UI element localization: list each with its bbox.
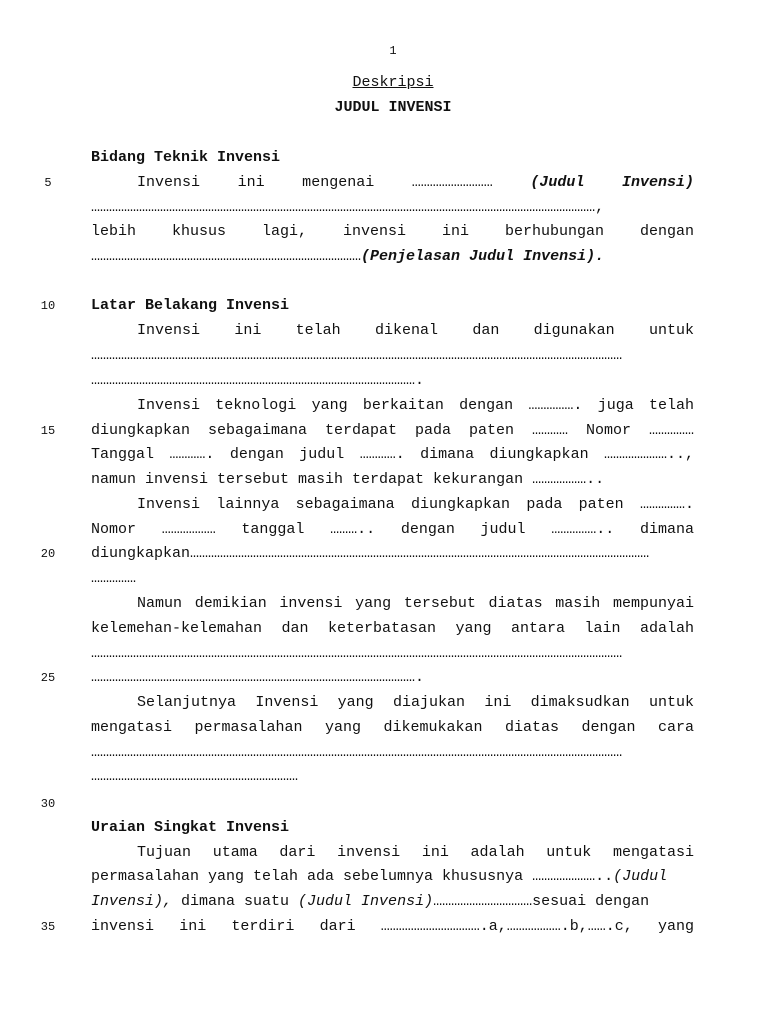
paragraph-line: namun invensi tersebut masih terdapat kekurangan ……………….. bbox=[91, 471, 605, 488]
paragraph-line: ……………………………………………………………………………………………………………………………………………………, bbox=[91, 199, 605, 216]
paragraph-line: Invensi lainnya sebagaimana diungkapkan pada paten ……………. bbox=[137, 496, 694, 513]
paragraph-line: Tanggal …………. dengan judul …………. dimana diungkapkan ………………….., bbox=[91, 446, 694, 463]
line-number: 15 bbox=[40, 424, 56, 438]
section-heading-uraian-singkat: Uraian Singkat Invensi bbox=[91, 819, 290, 836]
paragraph-line: …………… bbox=[91, 570, 137, 587]
paragraph-line bbox=[91, 867, 694, 887]
text-run: dimana suatu bbox=[172, 893, 299, 910]
line-number: 35 bbox=[40, 920, 56, 934]
paragraph-line: Namun demikian invensi yang tersebut diatas masih mempunyai bbox=[137, 595, 694, 612]
paragraph-line: Invensi teknologi yang berkaitan dengan ……………. juga telah bbox=[137, 397, 694, 414]
paragraph-line bbox=[91, 892, 694, 912]
line-number: 10 bbox=[40, 299, 56, 313]
paragraph-line: …………………………………………………………… bbox=[91, 768, 299, 785]
text-run-italic: (Judul Invensi) bbox=[298, 893, 434, 910]
line-number: 20 bbox=[40, 547, 56, 561]
section-heading-latar-belakang: Latar Belakang Invensi bbox=[91, 297, 290, 314]
paragraph-line: ………………………………………………………………………………………………. bbox=[91, 669, 425, 686]
paragraph-line: …………………………………………………………………………………………………………………………………………………………… bbox=[91, 744, 623, 761]
text-run: permasalahan yang telah ada sebelumnya khususnya ………………….. bbox=[91, 868, 614, 885]
paragraph-line bbox=[91, 247, 694, 267]
document-title: Deskripsi bbox=[352, 74, 434, 91]
paragraph-line: diungkapkan……………………………………………………………………………………………………………………………………… bbox=[91, 545, 650, 562]
section-heading-bidang-teknik: Bidang Teknik Invensi bbox=[91, 149, 281, 166]
paragraph-line bbox=[91, 173, 694, 193]
paragraph-line: lebih khusus lagi, invensi ini berhubungan dengan bbox=[91, 223, 694, 240]
paragraph-line: ………………………………………………………………………………………………. bbox=[91, 372, 425, 389]
text-run-bold-italic: (Judul Invensi) bbox=[530, 174, 694, 191]
paragraph-line: …………………………………………………………………………………………………………………………………………………………… bbox=[91, 645, 623, 662]
text-run: ……………………………sesuai dengan bbox=[433, 893, 650, 910]
paragraph-line: Selanjutnya Invensi yang diajukan ini dimaksudkan untuk bbox=[137, 694, 694, 711]
line-number: 25 bbox=[40, 671, 56, 685]
paragraph-line: diungkapkan sebagaimana terdapat pada paten ………… Nomor …………… bbox=[91, 422, 694, 439]
line-number: 30 bbox=[40, 797, 56, 811]
text-run-italic: Invensi), bbox=[91, 893, 173, 910]
paragraph-line: Invensi ini telah dikenal dan digunakan untuk bbox=[137, 322, 694, 339]
document-subtitle: JUDUL INVENSI bbox=[334, 99, 452, 116]
text-run: Invensi ini mengenai ……………………… bbox=[137, 174, 531, 191]
paragraph-line: Tujuan utama dari invensi ini adalah untuk mengatasi bbox=[137, 844, 694, 861]
page-number: 1 bbox=[389, 44, 397, 58]
paragraph-line: kelemehan-kelemahan dan keterbatasan yang antara lain adalah bbox=[91, 620, 694, 637]
text-run-bold-italic: (Penjelasan Judul Invensi). bbox=[361, 248, 605, 265]
text-run-italic: (Judul bbox=[613, 868, 668, 885]
paragraph-line: mengatasi permasalahan yang dikemukakan diatas dengan cara bbox=[91, 719, 694, 736]
paragraph-line: Nomor ……………… tanggal ……….. dengan judul …………….. dimana bbox=[91, 521, 694, 538]
paragraph-line: …………………………………………………………………………………………………………………………………………………………… bbox=[91, 347, 623, 364]
line-number: 5 bbox=[44, 176, 52, 190]
text-run: ……………………………………………………………………………… bbox=[91, 248, 362, 265]
paragraph-line: invensi ini terdiri dari …………………………….a,……………….b,…….c, yang bbox=[91, 918, 694, 935]
